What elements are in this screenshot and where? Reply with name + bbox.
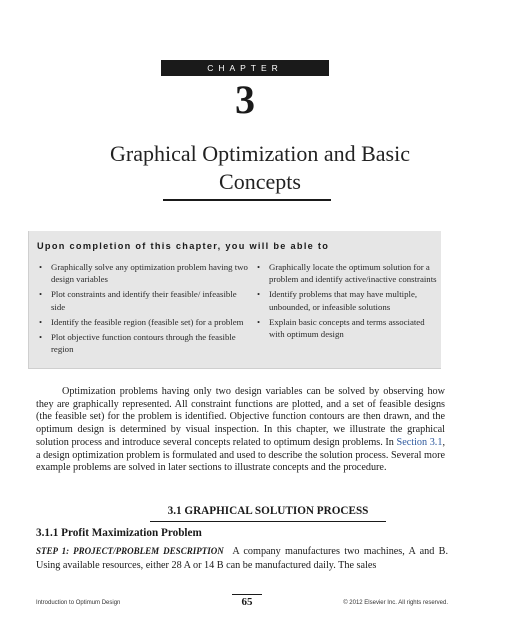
objective-text: Graphically locate the optimum solution for a problem and identify active/inactive constraints bbox=[269, 262, 437, 285]
chapter-title bbox=[40, 140, 480, 196]
footer-divider bbox=[232, 594, 262, 595]
step-text: A company manufactures two machines, A and B. Using available resources, either 28 A or 14 B can be manufactured daily. The sales bbox=[36, 546, 449, 571]
bullet-icon: • bbox=[257, 316, 261, 327]
objective-text: Identify problems that may have multiple, unbounded, or infeasible solutions bbox=[269, 289, 418, 312]
step-paragraph bbox=[36, 545, 448, 572]
footer-book-title: Introduction to Optimum Design bbox=[36, 600, 121, 606]
objective-item bbox=[257, 288, 437, 312]
step-label: STEP 1: PROJECT/PROBLEM DESCRIPTION bbox=[36, 546, 224, 556]
learning-objectives-box bbox=[28, 231, 441, 369]
objective-text: Plot constraints and identify their feasible/ infeasible side bbox=[51, 289, 237, 312]
objective-item bbox=[39, 331, 249, 355]
bullet-icon: • bbox=[39, 289, 43, 300]
section-heading: 3.1 GRAPHICAL SOLUTION PROCESS bbox=[167, 505, 369, 517]
objective-item bbox=[257, 316, 437, 340]
intro-text-end: , a design optimization problem is formulated and used to describe the solution process. Several more example problems are solved in later sections to illustrate concepts and the procedure. bbox=[36, 436, 445, 474]
chapter-label: CHAPTER bbox=[161, 60, 329, 76]
bullet-icon: • bbox=[257, 289, 261, 300]
bullet-icon: • bbox=[257, 262, 261, 272]
objectives-list-right bbox=[257, 261, 437, 343]
objective-text: Graphically solve any optimization problem having two design variables bbox=[51, 262, 248, 285]
title-divider bbox=[163, 199, 331, 201]
objective-item bbox=[39, 261, 249, 285]
objectives-list-left bbox=[39, 261, 249, 358]
section-3-1-link[interactable]: Section 3.1 bbox=[396, 436, 443, 448]
chapter-title-line-1: Graphical Optimization and Basic bbox=[110, 141, 410, 166]
footer-copyright: © 2012 Elsevier Inc. All rights reserved. bbox=[343, 600, 448, 606]
intro-paragraph bbox=[36, 386, 445, 475]
objective-item bbox=[39, 288, 249, 312]
objective-text: Explain basic concepts and terms associated with optimum design bbox=[269, 316, 425, 340]
objective-text: Identify the feasible region (feasible set) for a problem bbox=[51, 316, 244, 327]
bullet-icon: • bbox=[39, 316, 43, 327]
chapter-number: 3 bbox=[235, 77, 255, 122]
objective-text: Plot objective function contours through the feasible region bbox=[51, 332, 236, 355]
objective-item bbox=[257, 261, 437, 285]
chapter-title-line-2: Concepts bbox=[219, 169, 301, 194]
page-number: 65 bbox=[241, 596, 253, 608]
intro-text-start: Optimization problems having only two design variables can be solved by observing how they are graphically represented. All constraint functions are plotted, and a set of feasible designs (the feasible set) for the problem is identified. Objective function contours are then drawn, and the optimum design is determined by visual inspection. In this chapter, we illustrate the graphical solution process and introduce several concepts related to optimum design problems. In bbox=[36, 386, 445, 448]
bullet-icon: • bbox=[39, 262, 43, 272]
objectives-heading: Upon completion of this chapter, you will be able to bbox=[37, 241, 330, 251]
objective-item bbox=[39, 316, 249, 328]
bullet-icon: • bbox=[39, 332, 43, 343]
subsection-heading: 3.1.1 Profit Maximization Problem bbox=[36, 527, 202, 539]
section-divider bbox=[150, 521, 386, 522]
